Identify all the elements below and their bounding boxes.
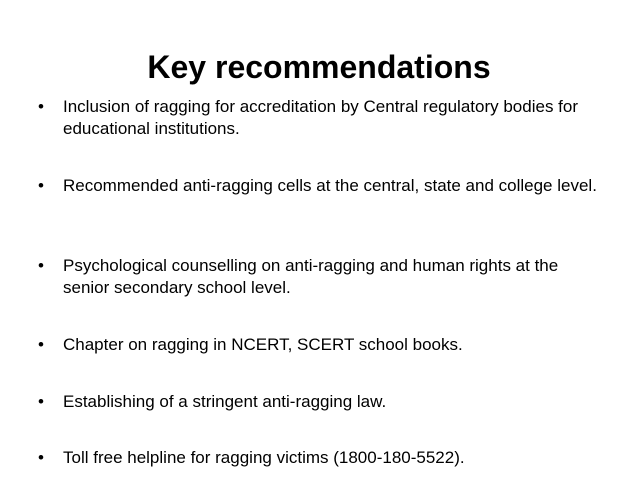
- bullet-item: [38, 96, 598, 140]
- slide-title: Key recommendations: [147, 49, 491, 85]
- bullet-item: [38, 447, 598, 469]
- bullet-icon: •: [38, 97, 44, 116]
- bullet-text: Recommended anti-ragging cells at the central, state and college level.: [63, 176, 597, 195]
- bullet-icon: •: [38, 256, 44, 275]
- bullet-icon: •: [38, 335, 44, 354]
- bullet-text: Psychological counselling on anti-ragging and human rights at the senior secondary school level.: [63, 256, 559, 297]
- bullet-text: Toll free helpline for ragging victims (1800-180-5522).: [63, 448, 465, 467]
- bullet-item: [38, 255, 598, 299]
- bullet-text: Inclusion of ragging for accreditation by Central regulatory bodies for educational institutions.: [63, 97, 579, 138]
- bullet-item: [38, 391, 598, 413]
- bullet-text: Establishing of a stringent anti-ragging law.: [63, 392, 387, 411]
- bullet-icon: •: [38, 176, 44, 195]
- bullet-item: [38, 175, 598, 197]
- bullet-icon: •: [38, 392, 44, 411]
- bullet-item: [38, 334, 598, 356]
- bullet-text: Chapter on ragging in NCERT, SCERT school books.: [63, 335, 463, 354]
- bullet-icon: •: [38, 448, 44, 467]
